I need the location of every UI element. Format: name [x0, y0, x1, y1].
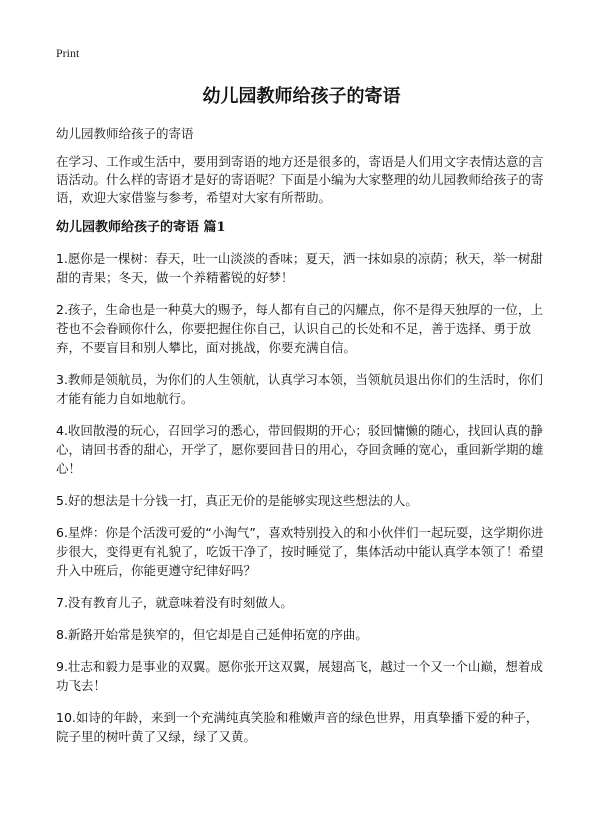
document-subtitle: 幼儿园教师给孩子的寄语 — [56, 126, 194, 141]
print-label[interactable]: Print — [56, 46, 80, 60]
message-item-7: 7.没有教育儿子，就意味着没有时刻做人。 — [56, 595, 293, 610]
message-item-8: 8.新路开始常是狭窄的，但它却是自己延伸拓宽的序曲。 — [56, 627, 368, 642]
intro-paragraph: 在学习、工作或生活中，要用到寄语的地方还是很多的，寄语是人们用文字表情达意的言语活动。什么样的寄语才是好的寄语呢？下面是小编为大家整理的幼儿园教师给孩子的寄语，欢迎大家借鉴与参考，希望对大家有所帮助。 — [56, 154, 544, 205]
message-item-2: 2.孩子，生命也是一种莫大的赐予，每人都有自己的闪耀点，你不是得天独厚的一位，上苍也不会眷顾你什么，你要把握住你自己，认识自己的长处和不足，善于选择、勇于放弃，不要盲目和别人攀比，面对挑战，你要充满自信。 — [56, 302, 543, 355]
message-item-3: 3.教师是领航员，为你们的人生领航，认真学习本领，当领航员退出你们的生活时，你们才能有能力自如地航行。 — [56, 372, 543, 406]
message-item-4: 4.收回散漫的玩心，召回学习的悉心，带回假期的开心；驳回慵懒的随心，找回认真的静心，请回书香的甜心，开学了，愿你要回昔日的用心，夺回贪睡的宽心，重回新学期的雄心！ — [56, 423, 544, 476]
message-item-9: 9.壮志和毅力是事业的双翼。愿你张开这双翼，展翅高飞，越过一个又一个山巅，想着成功飞去！ — [56, 659, 543, 693]
message-item-1: 1.愿你是一棵树：春天，吐一山淡淡的香味；夏天，洒一抹如泉的凉荫；秋天，举一树甜甜的青果；冬天，做一个养精蓄锐的好梦！ — [56, 251, 543, 285]
message-item-6: 6.星烨：你是个活泼可爱的“小淘气”，喜欢特别投入的和小伙伴们一起玩耍，这学期你进步很大，变得更有礼貌了，吃饭干净了，按时睡觉了，集体活动中能认真学本领了！希望升入中班后，你能更遵守纪律好吗？ — [56, 525, 544, 578]
message-item-5: 5.好的想法是十分钱一打，真正无价的是能够实现这些想法的人。 — [56, 493, 418, 508]
section-heading: 幼儿园教师给孩子的寄语 篇1 — [56, 220, 226, 235]
message-list — [56, 249, 547, 746]
page-title: 幼儿园教师给孩子的寄语 — [202, 86, 401, 107]
message-item-10: 10.如诗的年龄，来到一个充满纯真笑脸和稚嫩声音的绿色世界，用真挚播下爱的种子，院子里的树叶黄了又绿，绿了又黄。 — [56, 710, 539, 744]
